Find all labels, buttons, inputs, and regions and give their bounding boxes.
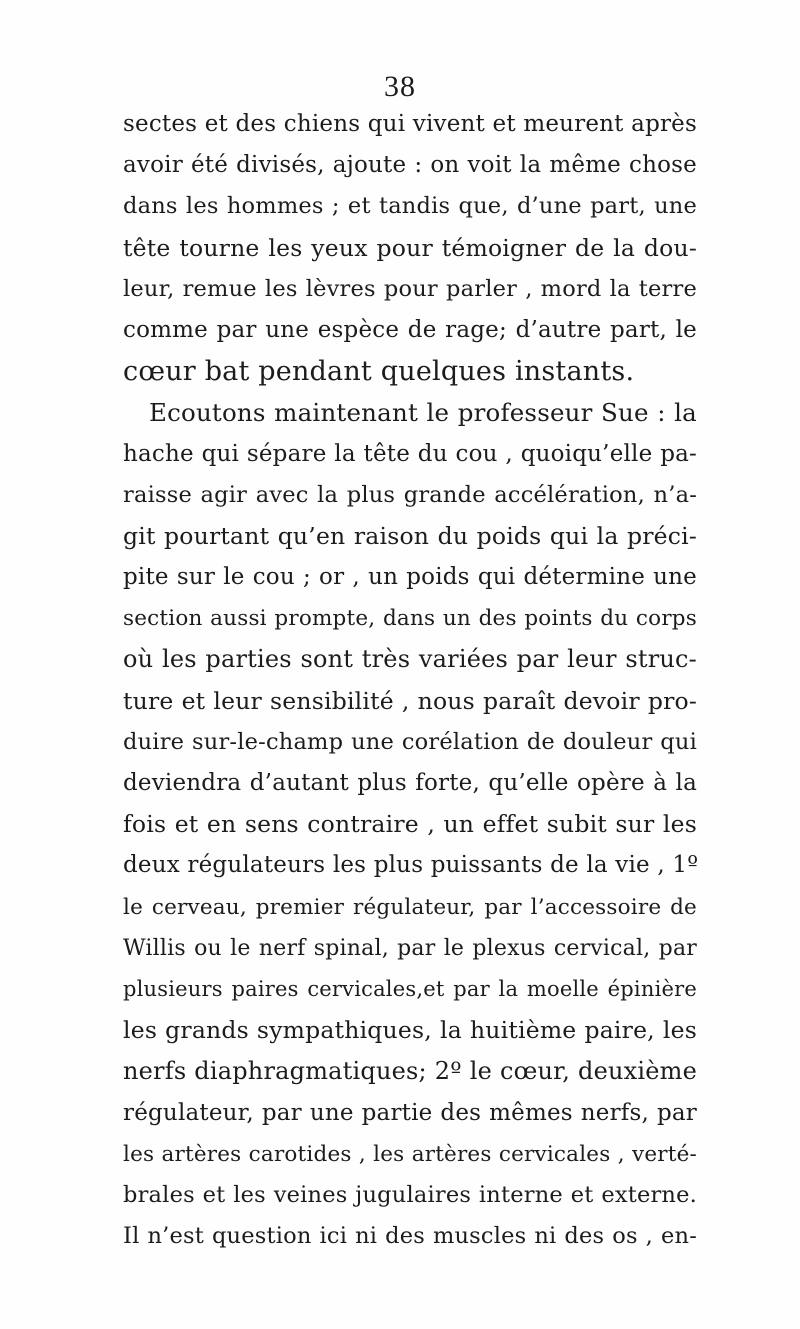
text-line: les artères carotides , les artères cervicales , verté- — [123, 1141, 697, 1167]
text-line: Willis ou le nerf spinal, par le plexus cervical, par — [123, 935, 697, 961]
text-line: Ecoutons maintenant le professeur Sue : la — [149, 398, 697, 428]
text-line: dans les hommes ; et tandis que, d’une part, une — [123, 193, 697, 220]
text-line: ture et leur sensibilité , nous paraît devoir pro- — [123, 686, 697, 715]
text-line: comme par une espèce de rage; d’autre part, le — [123, 316, 697, 343]
text-line: deux régulateurs les plus puissants de la vie , 1º — [123, 852, 699, 879]
text-line: tête tourne les yeux pour témoigner de la dou- — [123, 233, 697, 262]
text-line: raisse agir avec la plus grande accélération, n’a- — [123, 481, 697, 508]
text-line: git pourtant qu’en raison du poids qui la préci- — [123, 521, 697, 550]
text-line: leur, remue les lèvres pour parler , mord la terre — [123, 275, 697, 302]
text-line: plusieurs paires cervicales,et par la moelle épinière — [123, 976, 697, 1001]
body-text — [123, 104, 697, 1257]
text-line: duire sur-le-champ une corélation de douleur qui — [123, 728, 697, 755]
text-line: sectes et des chiens qui vivent et meurent après — [123, 111, 697, 137]
text-line: les grands sympathiques, la huitième paire, les — [123, 1016, 697, 1045]
text-line: où les parties sont très variées par leur struc- — [123, 645, 697, 674]
text-line: pite sur le cou ; or , un poids qui détermine une — [123, 564, 697, 591]
text-line: section aussi prompte, dans un des points du corps — [123, 606, 697, 632]
text-line: nerfs diaphragmatiques; 2º le cœur, deuxième — [123, 1057, 697, 1086]
text-line: brales et les veines jugulaires interne et externe. — [123, 1181, 697, 1208]
text-line: hache qui sépare la tête du cou , quoiqu’elle pa- — [123, 440, 697, 467]
text-line: fois et en sens contraire , un effet subit sur les — [123, 810, 697, 839]
text-line: cœur bat pendant quelques instants. — [123, 356, 635, 388]
text-line: avoir été divisés, ajoute : on voit la même chose — [123, 152, 697, 179]
text-line: régulateur, par une partie des mêmes nerfs, par — [123, 1099, 697, 1126]
text-line: deviendra d’autant plus forte, qu’elle opère à la — [123, 770, 697, 796]
text-line: le cerveau, premier régulateur, par l’accessoire de — [123, 894, 697, 920]
text-line: Il n’est question ici ni des muscles ni des os , en- — [123, 1223, 697, 1250]
page-number: 38 — [384, 70, 416, 103]
